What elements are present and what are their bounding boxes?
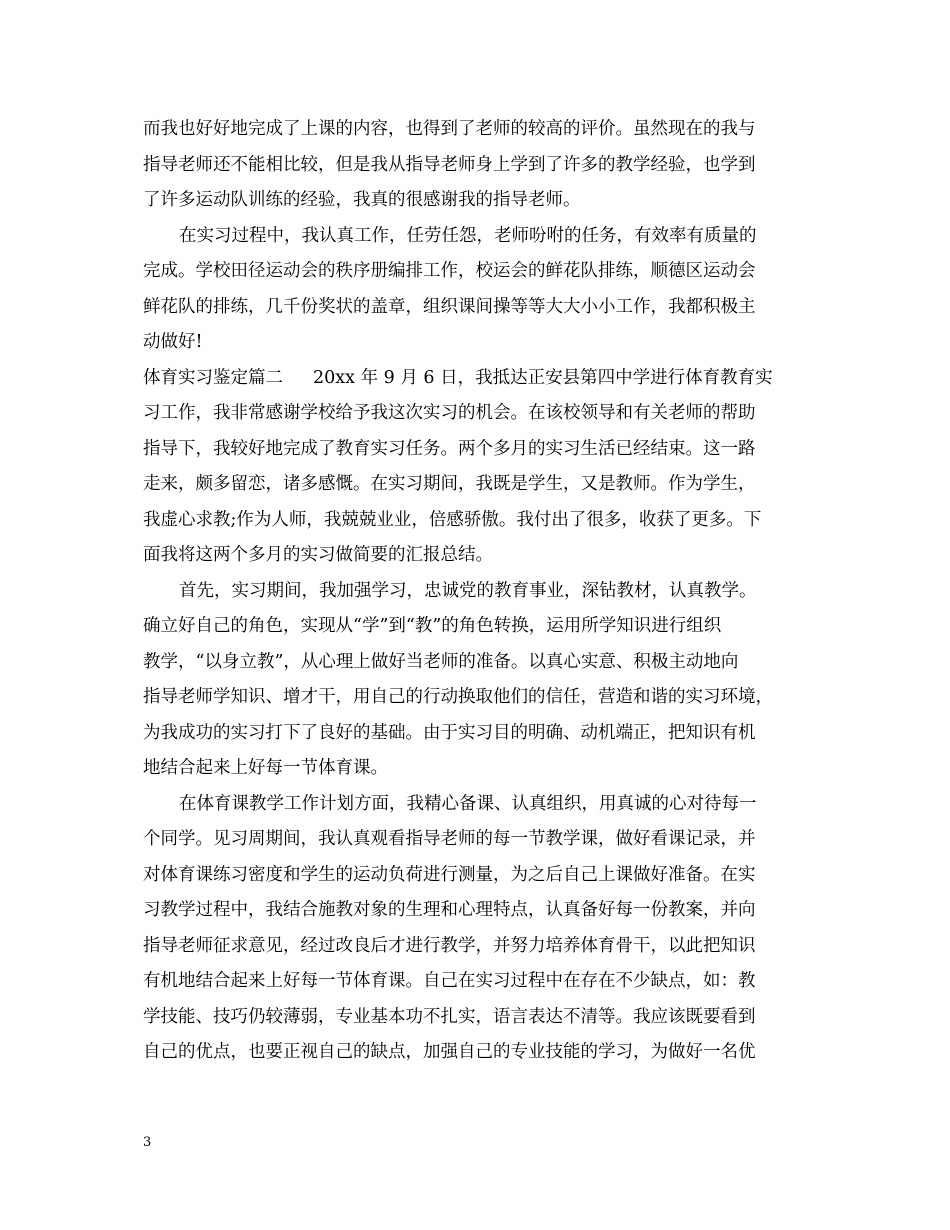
document-body	[143, 112, 823, 1071]
text-line: 了许多运动队训练的经验，我真的很感谢我的指导老师。	[143, 190, 581, 210]
section-title: 体育实习鉴定篇二	[143, 367, 283, 388]
text-line: 鲜花队的排练，几千份奖状的盖章，组织课间操等等大大小小工作，我都积极主	[143, 296, 756, 317]
text-line: 有机地结合起来上好每一节体育课。自己在实习过程中在存在不少缺点，如：教	[143, 971, 756, 991]
text-line: 指导下，我较好地完成了教育实习任务。两个多月的实习生活已经结束。这一路	[143, 438, 756, 459]
text-line: 对体育课练习密度和学生的运动负荷进行测量，为之后自己上课做好准备。在实	[143, 864, 756, 885]
section-intro-text: 20xx 年 9 月 6 日，我抵达正安县第四中学进行体育教育实	[313, 367, 773, 388]
paragraph-first-line: 在实习过程中，我认真工作，任劳任怨，老师吩咐的任务，有效率有质量的	[179, 225, 757, 246]
text-line: 完成。学校田径运动会的秩序册编排工作，校运会的鲜花队排练，顺德区运动会	[143, 261, 756, 281]
text-line: 指导老师学知识、增才干，用自己的行动换取他们的信任，营造和谐的实习环境，	[143, 687, 773, 707]
text-line: 走来，颇多留恋，诸多感慨。在实习期间，我既是学生，又是教师。作为学生，	[143, 474, 756, 494]
text-line: 地结合起来上好每一节体育课。	[143, 758, 388, 778]
text-line: 教学，“以身立教”，从心理上做好当老师的准备。以真心实意、积极主动地向	[143, 651, 739, 672]
text-line: 习工作，我非常感谢学校给予我这次实习的机会。在该校领导和有关老师的帮助	[143, 403, 756, 423]
text-line: 为我成功的实习打下了良好的基础。由于实习目的明确、动机端正，把知识有机	[143, 722, 756, 743]
text-line: 个同学。见习周期间，我认真观看指导老师的每一节教学课，做好看课记录，并	[143, 829, 756, 849]
text-line: 指导老师还不能相比较，但是我从指导老师身上学到了许多的教学经验，也学到	[143, 154, 756, 175]
text-line: 确立好自己的角色，实现从“学”到“教”的角色转换，运用所学知识进行组织	[143, 616, 722, 636]
section-heading-line	[143, 361, 823, 397]
text-line: 我虚心求教;作为人师，我兢兢业业，倍感骄傲。我付出了很多，收获了更多。下	[143, 509, 762, 530]
text-line: 动做好!	[143, 332, 203, 352]
paragraph-first-line: 在体育课教学工作计划方面，我精心备课、认真组织，用真诚的心对待每一	[179, 793, 757, 814]
text-line: 面我将这两个多月的实习做简要的汇报总结。	[143, 545, 493, 565]
text-line: 习教学过程中，我结合施教对象的生理和心理特点，认真备好每一份教案，并向	[143, 900, 756, 920]
text-line: 学技能、技巧仍较薄弱，专业基本功不扎实，语言表达不清等。我应该既要看到	[143, 1006, 756, 1027]
text-line: 自己的优点，也要正视自己的缺点，加强自己的专业技能的学习，为做好一名优	[143, 1042, 756, 1062]
paragraph-first-line: 首先，实习期间，我加强学习，忠诚党的教育事业，深钻教材，认真教学。	[179, 580, 757, 601]
page-number: 3	[143, 1135, 152, 1150]
text-line: 指导老师征求意见，经过改良后才进行教学，并努力培养体育骨干，以此把知识	[143, 935, 756, 956]
text-line: 而我也好好地完成了上课的内容，也得到了老师的较高的评价。虽然现在的我与	[143, 119, 756, 139]
